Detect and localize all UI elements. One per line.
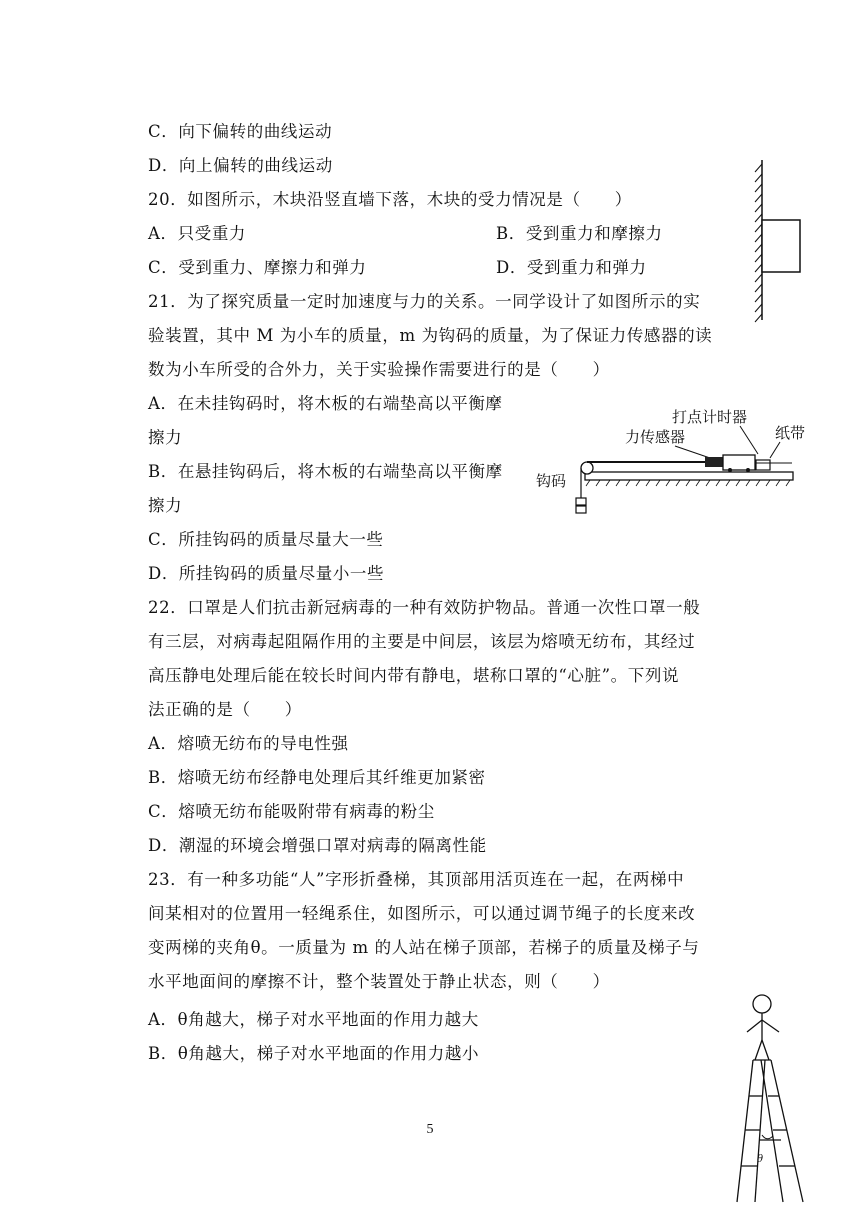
cart-experiment-figure: [530, 400, 820, 520]
q21-option-b-cont: 擦力: [148, 496, 183, 515]
q23-stem-2: 间某相对的位置用一轻绳系住，如图所示，可以通过调节绳子的长度来改: [148, 904, 696, 923]
q23-option-a: A．θ角越大，梯子对水平地面的作用力越大: [148, 1010, 479, 1029]
q19-option-d: D．向上偏转的曲线运动: [148, 156, 333, 175]
q22-option-a: A．熔喷无纺布的导电性强: [148, 734, 349, 753]
q21-stem-3: 数为小车所受的合外力，关于实验操作需要进行的是（ ）: [148, 360, 610, 379]
q22-stem-2: 有三层，对病毒起阻隔作用的主要是中间层，该层为熔喷无纺布，其经过: [148, 632, 696, 651]
q22-option-d: D．潮湿的环境会增强口罩对病毒的隔离性能: [148, 836, 487, 855]
q21-stem-1: 21．为了探究质量一定时加速度与力的关系。一同学设计了如图所示的实: [148, 292, 701, 311]
q22-stem-3: 高压静电处理后能在较长时间内带有静电，堪称口罩的“心脏”。下列说: [148, 666, 680, 685]
q23-stem-4: 水平地面间的摩擦不计，整个装置处于静止状态，则（ ）: [148, 972, 610, 991]
q21-option-a-cont: 擦力: [148, 428, 183, 447]
q20-option-c: C．受到重力、摩擦力和弹力: [148, 258, 367, 277]
q21-option-b: B．在悬挂钩码后，将木板的右端垫高以平衡摩: [148, 462, 503, 481]
q19-option-c: C．向下偏转的曲线运动: [148, 122, 333, 141]
q21-option-d: D．所挂钩码的质量尽量小一些: [148, 564, 385, 583]
q20-option-a: A．只受重力: [148, 224, 247, 243]
sensor-label: 力传感器: [625, 428, 686, 446]
q21-option-a: A．在未挂钩码时，将木板的右端垫高以平衡摩: [148, 394, 503, 413]
q22-stem-1: 22．口罩是人们抗击新冠病毒的一种有效防护物品。普通一次性口罩一般: [148, 598, 701, 617]
q23-stem-1: 23．有一种多功能“人”字形折叠梯，其顶部用活页连在一起，在两梯中: [148, 870, 685, 889]
q22-option-b: B．熔喷无纺布经静电处理后其纤维更加紧密: [148, 768, 486, 787]
q21-stem-2: 验装置，其中 M 为小车的质量，m 为钩码的质量，为了保证力传感器的读: [148, 326, 713, 345]
q23-option-b: B．θ角越大，梯子对水平地面的作用力越小: [148, 1044, 480, 1063]
page-number: 5: [426, 1122, 434, 1137]
q22-option-c: C．熔喷无纺布能吸附带有病毒的粉尘: [148, 802, 435, 821]
timer-label: 打点计时器: [672, 408, 748, 426]
tape-label: 纸带: [775, 424, 806, 442]
ladder-figure: [735, 990, 825, 1210]
q20-option-d: D．受到重力和弹力: [496, 258, 647, 277]
q21-option-c: C．所挂钩码的质量尽量大一些: [148, 530, 384, 549]
q22-stem-4: 法正确的是（ ）: [148, 700, 302, 719]
wooden-block: [762, 220, 800, 272]
q20-stem: 20．如图所示，木块沿竖直墙下落，木块的受力情况是（ ）: [148, 190, 632, 209]
q20-option-b: B．受到重力和摩擦力: [496, 224, 663, 243]
wall-block-figure: [750, 158, 830, 328]
q23-stem-3: 变两梯的夹角θ。一质量为 m 的人站在梯子顶部，若梯子的质量及梯子与: [148, 938, 700, 957]
theta-label: θ: [757, 1154, 764, 1165]
weights-label: 钩码: [536, 472, 567, 490]
